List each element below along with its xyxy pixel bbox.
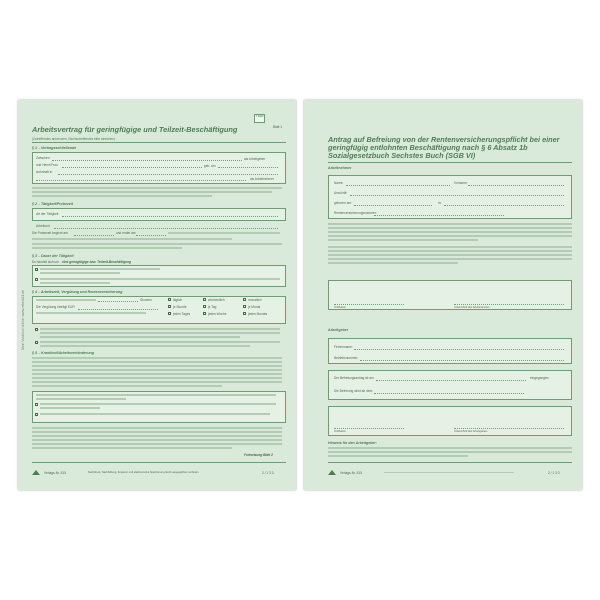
probation-start-field[interactable]	[74, 235, 114, 236]
work-place-label: Arbeitsort	[36, 224, 50, 228]
probation-end-field[interactable]	[136, 235, 166, 236]
form-number-stamp	[254, 114, 265, 123]
employee-intro-label: und Herrn/Frau	[36, 163, 58, 167]
contract-title: Arbeitsvertrag für geringfügige und Teilzeit-Beschäftigung	[32, 125, 238, 134]
first-name-label: Vorname:	[454, 181, 468, 185]
name-label: Name:	[334, 181, 344, 185]
stamp-text: 7 2023	[255, 115, 264, 118]
employer-section-heading: Arbeitgeber	[328, 328, 349, 332]
effective-date-field[interactable]	[374, 393, 524, 394]
daily-label: täglich	[173, 298, 183, 302]
monthly-label: monatlich	[248, 298, 262, 302]
per-hour-label: je Stunde	[173, 305, 187, 309]
exemption-title: Antrag auf Befreiung von der Rentenversicherungspflicht bei einer geringfügig entlohnten Beschäftigung nach § 6 Absatz 1b Sozialgesetzbuch Sechstes Buch (SGB VI)	[328, 135, 560, 161]
employee-signature-field[interactable]	[454, 304, 564, 305]
resident-label: wohnhaft in	[36, 170, 53, 174]
effective-label: Die Befreiung wirkt ab dem:	[334, 389, 374, 393]
sig-place-label-1: Ort/Datum	[334, 306, 346, 309]
every-day-checkbox[interactable]	[168, 312, 171, 315]
probation-end-label: und endet am	[116, 231, 136, 235]
employer-place-date-field[interactable]	[334, 428, 404, 429]
activity-box	[32, 208, 286, 221]
hours-field[interactable]	[98, 301, 138, 302]
every-week-label: jeden Woche	[208, 312, 227, 316]
residence-field[interactable]	[58, 174, 278, 175]
first-name-field[interactable]	[468, 185, 564, 186]
company-field[interactable]	[354, 349, 564, 350]
pay-label: Die Vergütung beträgt EUR	[36, 305, 75, 309]
per-month-checkbox[interactable]	[243, 305, 246, 308]
activity-label: Art der Tätigkeit	[36, 212, 59, 216]
birthdate-field[interactable]	[354, 205, 432, 206]
sig-employer-label: Unterschrift des Arbeitgebers	[454, 430, 488, 433]
left-footer-code: 2 / 1 3 3	[262, 471, 274, 475]
name-field[interactable]	[346, 185, 450, 186]
address-label: Anschrift:	[334, 191, 348, 195]
sick-option-2-checkbox[interactable]	[35, 413, 38, 416]
left-contract-sheet	[18, 100, 296, 490]
birthplace-field[interactable]	[444, 205, 564, 206]
company-number-field[interactable]	[360, 360, 564, 361]
employee-label: als Arbeitnehmer	[250, 177, 274, 181]
per-day-label: je Tag	[208, 305, 217, 309]
received-suffix-label: eingegangen.	[530, 376, 550, 380]
rv-number-label: Rentenversicherungsnummer:	[334, 211, 377, 215]
limited-intro: Es handelt sich um	[32, 260, 59, 264]
right-exemption-sheet	[304, 100, 582, 490]
weekly-label: wöchentlich	[208, 298, 225, 302]
company-number-label: Betriebsnummer:	[334, 356, 359, 360]
probation-label: Die Probezeit beginnt am	[32, 231, 68, 235]
daily-checkbox[interactable]	[168, 298, 171, 301]
sig-employee-label: Unterschrift des Arbeitnehmers	[454, 306, 490, 309]
employer-field[interactable]	[52, 160, 242, 161]
received-date-field[interactable]	[376, 380, 526, 381]
employer-signature-field[interactable]	[454, 428, 564, 429]
in-label: in:	[438, 201, 442, 205]
geringfuegig-label: eine geringfügige bzw. Teilzeit-Beschäftigung	[62, 260, 132, 264]
activity-field[interactable]	[62, 216, 278, 217]
every-week-checkbox[interactable]	[203, 312, 206, 315]
publisher-logo-right	[328, 470, 336, 475]
per-hour-checkbox[interactable]	[168, 305, 171, 308]
section-3-heading: § 3 – Dauer der Tätigkeit	[32, 254, 74, 258]
sheet-label: Blatt 1	[273, 125, 283, 129]
every-month-label: jeden Monats	[248, 312, 268, 316]
employee-place-date-field[interactable]	[334, 304, 404, 305]
section-1-heading: § 1 – Vertragsschließende	[32, 146, 77, 150]
work-place-field[interactable]	[54, 228, 278, 229]
pay-field[interactable]	[78, 309, 158, 310]
residence-field-2[interactable]	[36, 180, 246, 181]
born-label: geb. am	[204, 164, 216, 168]
receipt-box	[328, 370, 572, 400]
left-footer-note: Nachdruck, Nachbildung, Kopieren und elektronische Speicherung durch ausgeglichen verboten	[88, 471, 199, 474]
employee-signature-box	[328, 280, 572, 310]
every-day-label: jeden Tages	[173, 312, 191, 316]
limited-checkbox[interactable]	[35, 278, 38, 281]
weekly-checkbox[interactable]	[203, 298, 206, 301]
section-2-heading: § 2 – Tätigkeit/Probezeit	[32, 202, 73, 206]
employer-signature-box	[328, 406, 572, 436]
rv-opt-in-checkbox[interactable]	[35, 328, 38, 331]
publisher-logo	[32, 470, 40, 475]
contract-subtitle: (Zutreffendes ankreuzen, Nichtzutreffendes bitte streichen)	[32, 137, 115, 141]
sick-option-1-checkbox[interactable]	[35, 403, 38, 406]
left-footer-number: Verlags-Nr. 515	[44, 471, 66, 475]
sig-place-label-2: Ort/Datum	[334, 430, 346, 433]
side-url-text: Mein Vordruck online: www.rnform24.de	[21, 290, 25, 350]
company-label: Firmenname:	[334, 345, 353, 349]
birthdate-field[interactable]	[218, 167, 278, 168]
address-field[interactable]	[350, 195, 564, 196]
rv-opt-out-checkbox[interactable]	[35, 341, 38, 344]
hours-label: Stunden	[140, 298, 152, 302]
right-footer-code: 2 / 1 3 3	[548, 471, 560, 475]
section-4-heading: § 4 – Arbeitszeit, Vergütung und Rentenversicherung	[32, 290, 123, 294]
per-day-checkbox[interactable]	[203, 305, 206, 308]
employee-section-heading: Arbeitnehmer	[328, 166, 352, 170]
employer-label: als Arbeitgeber	[244, 157, 266, 161]
monthly-checkbox[interactable]	[243, 298, 246, 301]
employee-name-field[interactable]	[62, 167, 202, 168]
born-label: geboren am:	[334, 201, 352, 205]
right-footer-number: Verlags-Nr. 515	[340, 471, 362, 475]
rv-number-field[interactable]	[374, 215, 504, 216]
per-month-label: je Monat	[248, 305, 261, 309]
employer-note-heading: Hinweis für den Arbeitgeber:	[328, 441, 377, 445]
every-month-checkbox[interactable]	[243, 312, 246, 315]
section-5-heading: § 5 – Krankheit/Arbeitsverhinderung	[32, 351, 94, 355]
between-label: Zwischen	[36, 156, 50, 160]
received-label: Der Befreiungsantrag ist am	[334, 376, 374, 380]
continued-note: Fortsetzung Blatt 2	[244, 453, 273, 457]
unlimited-checkbox[interactable]	[35, 268, 38, 271]
